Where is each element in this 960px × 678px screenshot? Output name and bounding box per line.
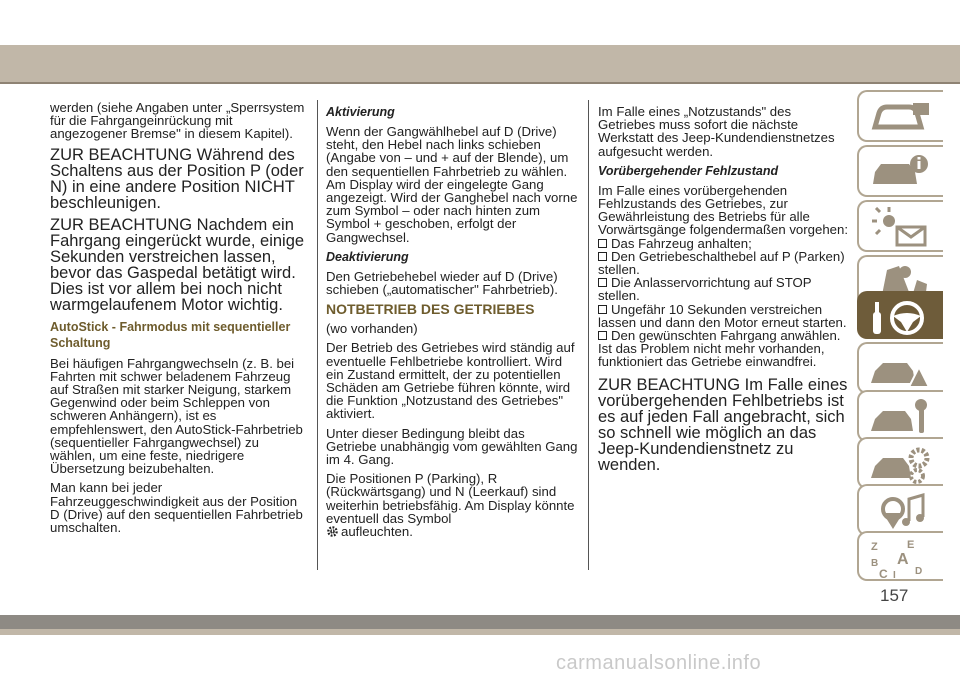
tab-starting-driving[interactable] — [857, 291, 943, 339]
checkbox-bullet-icon — [598, 305, 607, 314]
paragraph-text: Die Positionen P (Parking), R (Rückwärtsgang) und N (Leerkauf) sind weiterhin betriebsfähig. Am Display könnte eventuell das Symbol — [326, 471, 575, 526]
list-item: Den Getriebeschalthebel auf P (Parken) stellen. — [598, 248, 845, 278]
svg-text:D: D — [915, 566, 923, 577]
header-bar — [0, 0, 960, 84]
paragraph: Wenn der Gangwählhebel auf D (Drive) steht, den Hebel nach links schieben (Angabe von – und + auf der Blende), um den sequentiellen Fahrbetrieb zu wählen. Am Display wird der eingelegte Gang angezeigt. Wird der Ganghebel nach vorne zum Symbol – oder nach hinten zum Symbol + geschoben, erfolgt der Gangwechsel. — [326, 124, 578, 245]
paragraph: Bei häufigen Fahrgangwechseln (z. B. bei Fahrten mit schwer beladenem Fahrzeug auf Straßen mit starker Neigung, starkem Gegenwind oder beim Schleppen von schweren Anhängern), ist es empfehlenswert, den AutoStick-Fahrbetrieb (sequentieller Fahrgangwechsel) zu wählen, um eine feste, niedrigere Übersetzung beizubehalten. — [50, 355, 303, 477]
tab-index[interactable] — [857, 531, 943, 581]
header-line — [0, 82, 960, 84]
column-divider — [317, 100, 318, 570]
column-left — [50, 101, 308, 540]
checkbox-bullet-icon — [598, 252, 607, 261]
paragraph: Der Betrieb des Getriebes wird ständig auf eventuelle Fehlbetriebe kontrolliert. Wird ein Zustand ermittelt, der zu potentiellen Schäden am Getriebe führen könnte, wird die Funktion „Notzustand des Getriebes" aktiviert. — [326, 340, 575, 422]
key-steering-wheel-icon — [869, 298, 933, 338]
paragraph: Im Falle eines vorübergehenden Fehlzustands des Getriebes, zur Gewährleistung des Betriebs für alle Vorwärtsgänge folgendermaßen vorgehen: — [598, 182, 848, 238]
tab-multimedia[interactable] — [857, 484, 943, 536]
checkbox-bullet-icon — [598, 239, 607, 248]
header-band — [0, 45, 960, 82]
tab-warning-lights[interactable] — [857, 200, 943, 252]
list-item: Ungefähr 10 Sekunden verstreichen lassen und dann den Motor erneut starten. — [598, 301, 847, 330]
tab-car-info[interactable] — [857, 145, 943, 197]
svg-text:A: A — [897, 551, 909, 568]
watermark: carmanualsonline.info — [556, 652, 762, 674]
car-info-icon — [869, 152, 933, 192]
multimedia-navigation-icon — [869, 491, 933, 531]
warning-light-mail-icon — [869, 207, 933, 247]
note-text: ZUR BEACHTUNG Nachdem ein Fahrgang eingerückt wurde, einige Sekunden verstreichen lassen, bevor das Gaspedal betätigt wird. Dies ist vor allem bei noch nicht warmgelaufenem Motor wichtig. — [50, 215, 305, 314]
car-dashboard-icon — [869, 97, 933, 137]
paragraph: (wo vorhanden) — [326, 321, 418, 337]
svg-text:C: C — [879, 567, 888, 578]
column-right — [598, 105, 848, 479]
page-number: 157 — [880, 586, 909, 605]
svg-text:I: I — [893, 570, 896, 578]
svg-text:B: B — [871, 558, 879, 569]
gear-warning-icon — [326, 525, 339, 538]
tab-service[interactable] — [857, 390, 943, 442]
checkbox-bullet-icon — [598, 278, 607, 287]
tab-emergency[interactable] — [857, 342, 943, 394]
column-middle — [326, 105, 578, 544]
tab-car-dashboard[interactable] — [857, 90, 943, 142]
checkbox-bullet-icon — [598, 331, 607, 340]
paragraph: Man kann bei jeder Fahrzeuggeschwindigkeit aus der Position D (Drive) auf den sequentiellen Fahrbetrieb umschalten. — [50, 480, 303, 536]
list-item: Das Fahrzeug anhalten; — [598, 237, 848, 250]
section-heading: NOTBETRIEB DES GETRIEBES — [326, 301, 535, 318]
note-text: ZUR BEACHTUNG Im Falle eines vorübergehenden Fehlbetriebs ist es auf jeden Fall angebracht, sich so schnell wie möglich an das Jeep-Kundendienstnetz zu wenden. — [598, 375, 848, 474]
svg-text:E: E — [907, 539, 915, 551]
svg-text:Z: Z — [871, 541, 878, 553]
car-service-tools-icon — [869, 397, 933, 437]
paragraph-text: aufleuchten. — [341, 524, 413, 540]
footer-band-light — [0, 629, 960, 635]
paragraph: werden (siehe Angaben unter „Sperrsystem für die Fahrgangeinrückung mit angezogener Bremse" in diesem Kapitel). — [50, 100, 305, 142]
subheading: Aktivierung — [326, 105, 395, 119]
paragraph: Im Falle eines „Notzustands" des Getriebes muss sofort die nächste Werkstatt des Jeep-Kundendienstnetzes aufgesucht werden. — [598, 104, 835, 159]
column-divider — [588, 100, 589, 570]
car-gears-icon — [869, 444, 933, 484]
list-item: Den gewünschten Fahrgang anwählen. Ist das Problem nicht mehr vorhanden, funktioniert das Getriebe einwandfrei. — [598, 328, 841, 370]
list-item: Die Anlasservorrichtung auf STOP stellen. — [598, 275, 812, 304]
paragraph: Den Getriebehebel wieder auf D (Drive) schieben („automatischer" Fahrbetrieb). — [326, 268, 558, 298]
subheading: Deaktivierung — [326, 249, 409, 264]
paragraph: Unter dieser Bedingung bleibt das Getriebe unabhängig vom gewählten Gang im 4. Gang. — [326, 425, 578, 468]
note-text: ZUR BEACHTUNG Während des Schaltens aus der Position P (oder N) in eine andere Position NICHT beschleunigen. — [50, 145, 304, 212]
car-hazard-icon — [869, 349, 933, 389]
footer-band — [0, 615, 960, 629]
tab-technical-data[interactable] — [857, 437, 943, 489]
subheading: Vorübergehender Fehlzustand — [598, 163, 779, 178]
subheading: AutoStick - Fahrmodus mit sequentieller Schaltung — [50, 319, 291, 350]
paragraph — [326, 472, 578, 538]
index-letters-icon — [869, 538, 933, 578]
